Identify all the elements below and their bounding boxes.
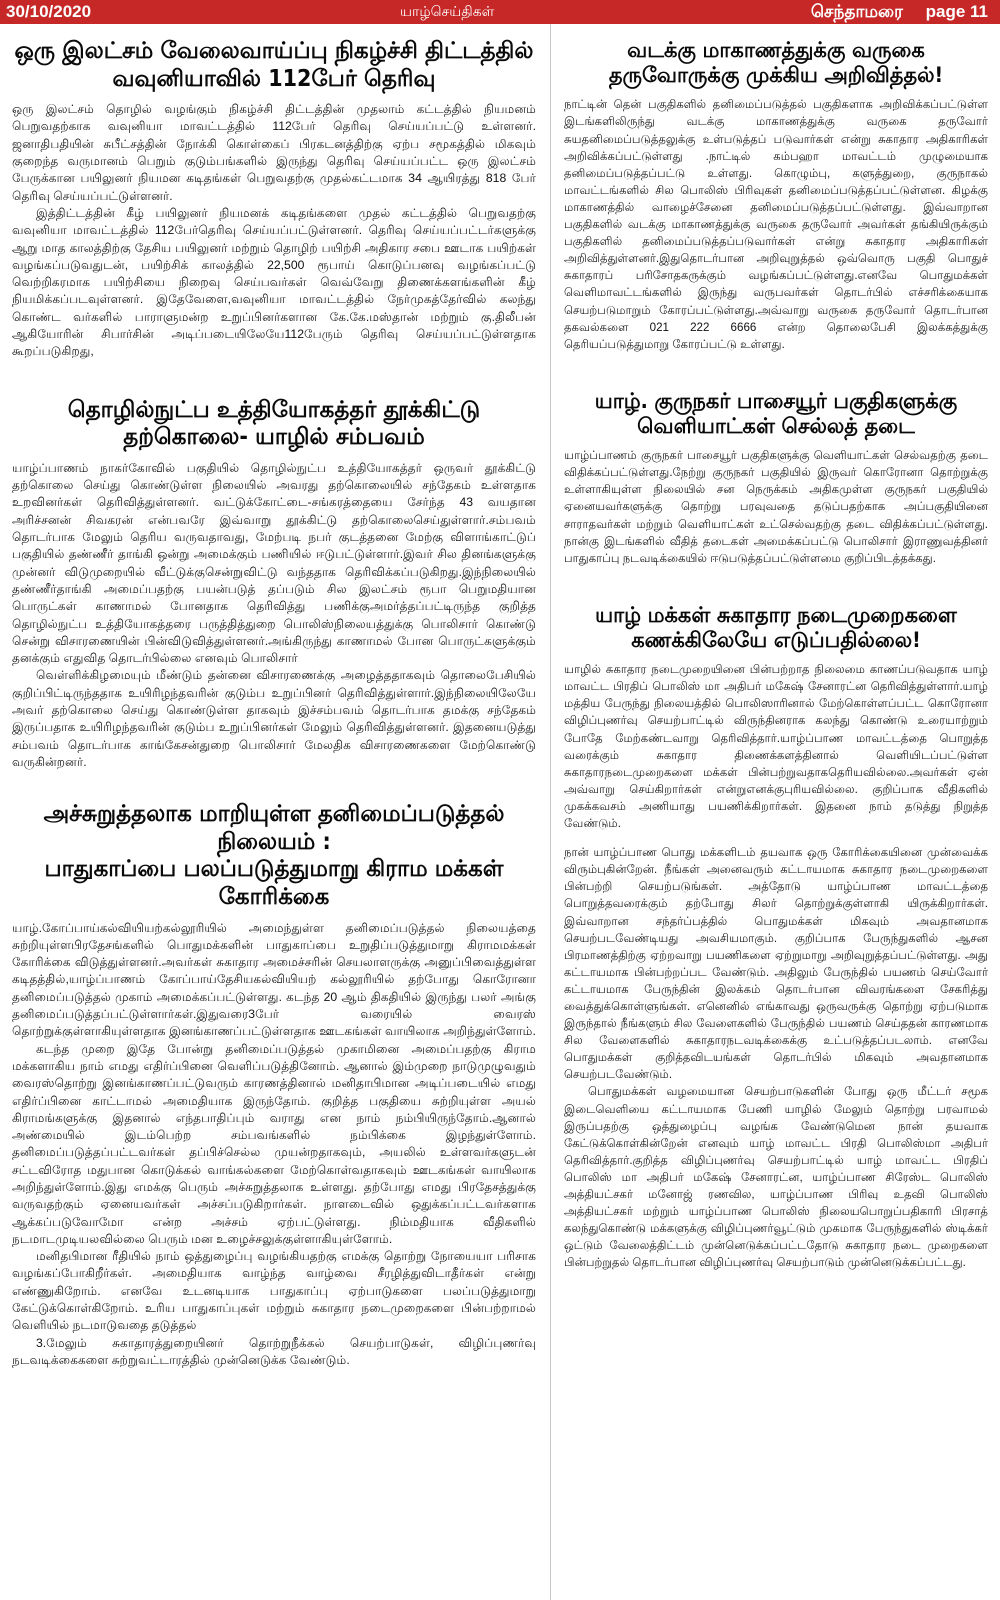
headline-line-1: யாழ். குருநகர் பாசையூர் பகுதிகளுக்கு <box>594 388 958 413</box>
article-technical-officer-suicide <box>8 393 540 772</box>
paragraph: நான் யாழ்ப்பாண பொது மக்களிடம் தயவாக ஒரு கோரிக்கையினை முன்வைக்க விரும்புகின்றேன். நீங்கள் அனைவரும் கட்டாயமாக சுகாதார நடைமுறைகளை பின்பற்றி செயற்படுங்கள். அத்தோடு யாழ்ப்பாண மாவட்டத்தை பொறுத்தவரைக்கும் தற்போது சிலர் தொற்றுக்குள்ளாகி யிருக்கிறார்கள். இவ்வாறான சந்தர்ப்பத்தில் பொதுமக்கள் மிகவும் அவதானமாக செயற்படவேண்டியது அவசியமாகும். குறிப்பாக பேருந்துகளில் ஆசன பிரமாணத்திற்கு ஏற்றவாறு பயணிகளை ஏற்றுமாறு அறிவுறுத்தப்பட்டுள்ளது. அது கட்டாயமாக பின்பற்றப்பட வேண்டும். அதிலும் பேருந்தில் பயணம் செய்வோர் கட்டாயமாக பேருந்தின் இலக்கம் தொடர்பான விவரங்களை சேகரித்து வைத்துக்கொள்ளுங்கள். எனெனில் எங்காவது ஒருவருக்கு தொற்று ஏற்படுமாக இருந்தால் நீங்களும் சில வேளைகளில் பேருந்தில் பயணம் செய்ததன் காரணமாக சில வேளைகளில் சுகாதாரநடவடிக்கைக்கு உட்படுத்தப்படலாம். எனவே பொதுமக்கள் குறித்தவிடயங்கள் தொடர்பில் மிகவும் அவதானமாக செயற்படவேண்டும். <box>564 846 988 1082</box>
paragraph: யாழ்ப்பாணம் நாகர்கோவில் பகுதியில் தொழில்நுட்ப உத்தியோகத்தர் ஒருவர் தூக்கிட்டு தற்கொலை செய்து கொண்டுள்ள நிலையில் அவரது தற்கொலையில் சந்தேகம் உள்ளதாக உறவினர்கள் தெரிவித்துள்ளனர். வட்டுக்கோட்டை-சங்கரத்தையை சேர்ந்த 43 வயதான அரிச்சனன் சிவகரன் என்பவரே இவ்வாறு தூக்கிட்டு தற்கொலைசெய்துள்ளார்.சம்பவம் தொடர்பாக மேலும் தெரிய வருவதாவது, மேற்படி நபர் குடத்தனை மேற்கு விளாங்காட்டுப் பகுதியில் தண்ணீர் தாங்கி ஒன்று அமைக்கும் பணியில் ஈடுபட்டுள்ளார்.இவர் சில தினங்களுக்கு முன்னர் விடுமுறையில் வீட்டுக்குசென்றுவிட்டு வந்ததாக தெரிவிக்கப்படுகிறது.இந்நிலையில் தண்ணீர்தாங்கி அமைப்பதற்கு பயன்படுத் தப்படும் சில இலட்சம் ரூபா பெறுமதியான பொருட்கள் காணாமல் போனதாக தெரிவித்து பணிக்குஅமர்த்தப்பட்டிருந்த குறித்த தொழில்நுட்ப உத்தியோகத்தரை பருத்தித்துறை பொலிஸ்நிலையத்துக்கு பொலிசார் கொண்டு சென்று விசாரணையின் பின்விடுவித்துள்ளனர்.அங்கிருந்து காணாமல் போன பொருட்களுக்கும் தனக்கும் எதுவித தொடர்பில்லை எனவும் பொலிசார் <box>12 460 536 666</box>
header-right <box>793 2 988 24</box>
article-quarantine-centre <box>8 797 540 1369</box>
spacer <box>560 359 992 381</box>
article-headline <box>12 393 536 452</box>
article-body <box>564 447 988 567</box>
spacer <box>564 832 988 844</box>
headline-line-2: தருவோருக்கு முக்கிய அறிவித்தல்! <box>608 63 944 88</box>
headline-line-2: வவுனியாவில் 112பேர் தெரிவு <box>112 65 436 92</box>
paragraph: 3.மேலும் சுகாதாரத்துறையினர் தொற்றுநீக்கல் செயற்பாடுகள், விழிப்புணர்வு நடவடிக்கைகளை சுற்றுவட்டாரத்தில் முன்னெடுக்க வேண்டும். <box>12 1335 536 1367</box>
article-headline <box>12 797 536 911</box>
article-health-guidelines-ignored <box>560 599 992 1272</box>
paragraph: யாழ்.கோப்பாய்கல்வியியற்கல்லூரியில் அமைந்துள்ள தனிமைப்படுத்தல் நிலையத்தை சுற்றியுள்ளபிரதேசங்களில் பொதுமக்களின் பாதுகாப்பை உறுதிப்படுத்துமாறு கிராமமக்கள் கோரிக்கை விடுத்துள்ளனர்.அவர்கள் சுகாதார அமைச்சரின் செயலாளருக்கு அனுப்பிவைத்துள்ள கடிதத்தில்,யாழ்ப்பாணம் கோப்பாய்தேசியகல்வியியற் கல்லூரியில் தற்போது கொரோனா தனிமைப்படுத்தல் முகாம் அமைக்கப்பட்டுள்ளது. கடந்த 20 ஆம் திகதியில் இருந்து பலர் அங்கு தனிமைப்படுத்தப்பட்டுள்ளார்கள்.இதுவரை3பேர் வரையில் வைரஸ் தொற்றுக்குள்ளாகியுள்ளதாக இனங்காணப்பட்டுள்ளதாக ஊடகங்கள் வாயிலாக அறிந்துள்ளோம். <box>12 920 536 1039</box>
article-body <box>564 96 988 352</box>
article-body <box>12 920 536 1370</box>
page-header-bar <box>0 0 1000 24</box>
headline-line-2: பாதுகாப்பை பலப்படுத்துமாறு கிராம மக்கள் கோரிக்கை <box>44 856 504 910</box>
article-employment-vavuniya <box>8 34 540 361</box>
column-divider <box>550 24 551 1600</box>
article-headline <box>564 385 988 439</box>
paragraph: வெள்ளிக்கிழமையும் மீண்டும் தன்னை விசாரணைக்கு அழைத்ததாகவும் தொலைபேசியில் குறிப்பிட்டிருந்ததாக உயிரிழந்தவரின் குடும்ப உறுப்பினர் தெரிவித்துள்ளார்.இந்நிலையிலேயே அவர் தற்கொலை செய்து கொண்டுள்ள தாகவும் இச்சம்பவம் தொடர்பாக தமக்கு சந்தேகம் இருப்பதாக உயிரிழந்தவரின் குடும்ப உறுப்பினர்கள் மேலும் தெரிவித்துள்ளனர். இதனையடுத்து சம்பவம் தொடர்பாக காங்கேசன்துறை பொலிசார் மேலதிக விசாரணைகளை மேற்கொண்டு வருகின்றனர். <box>12 668 536 769</box>
article-northern-province-notice <box>560 34 992 353</box>
headline-line-1: யாழ் மக்கள் சுகாதார நடைமுறைகளை <box>595 602 957 627</box>
article-headline <box>12 34 536 93</box>
article-body <box>12 460 536 771</box>
paragraph: இத்திட்டத்தின் கீழ் பயிலுனர் நியமனக் கடிதங்களை முதல் கட்டத்தில் பெறுவதற்கு வவுனியா மாவட்டத்தில் 112பேர்தெரிவு செய்யப்பட்டுள்ளனர். தெரிவு செய்யப்பட்டர்களுக்கு ஆறு மாத காலத்திற்கு தேசிய பயிலுனர் மற்றும் தொழிற் பயிற்சி அதிகார சபை ஊடாக பயிற்கள் வழங்கப்படுவதுடன், பயிற்சிக் காலத்தில் 22,500 ரூபாய் கொடுப்பனவு வழங்கப்பட்டு வெற்றிகரமாக பயிற்சியை நிறைவு செய்பவர்கள் வெவ்வேறு திணைக்களங்களின் கீழ் நியமிக்கப்படவுள்ளனர். இதேவேளை,வவுனியா மாவட்டத்தில் நேர்முகத்தேர்வில் கலந்து கொண்ட வர்களில் பாராளுமன்ற உறுப்பினர்களான கே.கே.மஸ்தான் மற்றும் கு.திலீபன் ஆகியோரின் சிபார்சின் அடிப்படையிலேயே112பேரும் தெரிவு செய்யப்பட்டுள்ளதாக கூறப்படுகிறது, <box>12 205 536 359</box>
paragraph: நாட்டின் தென் பகுதிகளில் தனிமைப்படுத்தல் பகுதிகளாக அறிவிக்கப்பட்டுள்ள இடங்களிலிருந்து வடக்கு மாகாணத்துக்கு வருகை தருவோர் சுயதனிமைப்படுத்தலுக்கு உள்படுத்தப் படுவார்கள் என்று சுகாதார அதிகாரிகள் அறிவிக்கப்பட்டுள்ளது .நாட்டில் கம்பஹா மாவட்டம் முழுமையாக தனிமைப்படுத்தப்பட்டு உள்ளது. கொழும்பு, களுத்துறை, குருநாகல் மாவட்டங்களில் சில பொலிஸ் பிரிவுகள் தனிமைப்படுத்தப்பட்டுள்ளன. கிழக்கு மாகாணத்தில் வாழைச்சேனை தனிமைப்படுத்தப்பட்டுள்ளது. இவ்வாறான பகுதிகளில் வடக்கு மாகாணத்துக்கு வருகை தருவோர் அவர்கள் தங்கியிருக்கும் பகுதிகளில் தனிமைப்படுத்தப்படுவார்கள் என்று சுகாதார அதிகாரிகள் அறிவித்துள்ளனர்.இதுதொடர்பான அறிவுறுத்தல் ஒவ்வொரு பகுதி பொதுச் சுகாதாரப் பரிசோதகருக்கும் வழங்கப்பட்டுள்ளது.எனவே பொதுமக்கள் வெளிமாவட்டங்களில் இருந்து வருபவர்கள் தொடர்பில் எச்சரிக்கையாக செயற்படுமாறும் கோரப்பட்டுள்ளது.அவ்வாறு வருகை தருவோர் தொடர்பான தகவல்களை 021 222 6666 என்ற தொலைபேசி இலக்கத்துக்கு தெரியப்படுத்துமாறு கோரப்பட்டு உள்ளது. <box>564 98 988 351</box>
page-number: page 11 <box>925 2 988 21</box>
paragraph: யாழில் சுகாதார நடைமுறையினை பின்பற்றாத நிலைமை காணப்படுவதாக யாழ் மாவட்ட பிரதிப் பொலிஸ் மா அதிபர் மகேஷ் சேனாரட்ன தெரிவித்துள்ளார்.யாழ் மத்திய பேருந்து நிலையத்தில் பொலிஸாரினால் மேற்கொள்ளப்பட்ட கொரோனா விழிப்புணர்வு செயற்பாட்டில் விருந்தினராக கலந்து கொண்டு உரையாற்றும் போதே மேற்கண்டவாறு தெரிவித்தார்.யாழ்ப்பாண மாவட்டத்தை பொறுத்த வரைக்கும் சுகாதார திணைக்களத்தினால் வெளியிடப்பட்டுள்ள சுகாதாரநடைமுறைகளை மக்கள் பின்பற்றுவதாகதெரியவில்லை.அவர்கள் ஏன் அவ்வாறு செய்கிறார்கள் என்றுஎனக்குபுரியவில்லை. குறிப்பாக வீதிகளில் முகக்கவசம் அணியாது பயணிக்கிறார்கள். இதனை நாம் தடுத்து நிறுத்த வேண்டும். <box>564 663 988 831</box>
section-name: செந்தாமரை <box>810 2 903 21</box>
issue-date: 30/10/2020 <box>6 2 92 21</box>
spacer <box>560 573 992 595</box>
paragraph: யாழ்ப்பாணம் குருநகர் பாசையூர் பகுதிகளுக்கு வெளியாட்கள் செல்வதற்கு தடை விதிக்கப்பட்டுள்ளது.நேற்று குருநகர் பகுதியில் இருவர் கொரோனா தொற்றுக்கு உள்ளாகியுள்ள நிலையில் சன நெருக்கம் அதிகமுள்ள குருநகர் பகுதியில் ஏனையவர்களுக்கு தொற்று பரவுவதை தடுப்பதற்காக அப்பகுதியினை சாராதவர்கள் மற்றும் வெளியாட்கள் உட்செல்வதற்கு தடை விதிக்கப்பட்டுள்ளது. நான்கு இடங்களில் வீதித் தடைகள் அமைக்கப்பட்டு பொலிசார் இராணுவத்தினர் பாதுகாப்பு நடவடிக்கையில் ஈடுபடுத்தப்பட்டுள்ளமை குறிப்பிடத்தக்கது. <box>564 449 988 565</box>
paragraph: கடந்த முறை இதே போன்று தனிமைப்படுத்தல் முகாமினை அமைப்பதற்கு கிராம மக்களாகிய நாம் எமது எதிர்ப்பினை வெளிப்படுத்தினோம். ஆனால் இம்முறை நாடுமுழுவதும் வைரஸ்தொற்று இனங்காணப்பட்டுவரும் காரணத்தினால் மனிதாபிமான அடிப்படையில் எமது எதிர்ப்பினை காட்டாமல் அமைதியாக இருந்தோம். குறித்த பகுதியை சுற்றியுள்ள அயல் கிராமங்களுக்கு இதனால் எந்தபாதிப்பும் வராது என நாம் நம்பியிருந்தோம்.ஆனால் அண்மையில் இடம்பெற்ற சம்பவங்களில் நம்பிக்கை இழந்துள்ளோம். தனிமைப்படுத்தப்பட்டவர்கள் தப்பிச்செல்ல முயன்றதாகவும், அயலில் உள்ளவர்களுடன் சட்டவிரோத மதுபான கொடுக்கல் வாங்கல்களை மேற்கொள்வதாகவும் ஊடகங்கள் வாயிலாக அறிந்துள்ளோம்.இது எமக்கு பெரும் அச்சுறுத்தலாக உள்ளது. தற்போது எமது பிரதேசத்துக்கு வருவதற்கும் ஏனையவர்கள் அச்சப்படுகிறார்கள். நாளடைவில் ஒதுக்கப்பட்டவர்களாக ஆக்கப்படுவோமோ என்ற அச்சம் ஏற்பட்டுள்ளது. நிம்மதியாக வீதிகளில் நடமாடமுடியலவில்லை பெரும் மன உழைச்சலுக்குள்ளாகியுள்ளோம். <box>12 1041 536 1246</box>
article-body <box>12 101 536 360</box>
headline-line-2: கணக்கிலேயே எடுப்பதில்லை! <box>631 628 921 652</box>
paragraph: பொதுமக்கள் வழமையான செயற்பாடுகளின் போது ஒரு மீட்டர் சமூக இடைவெளியை கட்டாயமாக பேணி யாழில் மேலும் தொற்று பரவாமல் இருப்பதற்கு ஒத்துழைப்பு வழங்க வேண்டுமென நான் தயவாக கேட்டுக்கொள்கின்றேன் எனவும் யாழ் மாவட்ட பிரதி பொலிஸ்மா அதிபர் தெரிவித்தார்.குறித்த விழிப்புணர்வு செயற்பாட்டில் யாழ் மாவட்ட பிரதிப் பொலிஸ் மா அதிபர் மகேஷ் சேனாரட்ன, யாழ்ப்பாண சிரேஸ்ட பொலிஸ் அத்தியட்சகர் மனோஜ் ரணவில, யாழ்ப்பாண பிரிவு உதவி பொலிஸ் அத்தியட்சகர் மற்றும் யாழ்ப்பாண பொலிஸ் நிலையபொறுப்பதிகாரி பிரசாத் கலந்துகொண்டு மக்களுக்கு விழிப்புணர்வூட்டும் முகமாக பேருந்துகளில் ஸ்டிக்கர் ஒட்டும் வேலைத்திட்டம் முன்னெடுக்கப்பட்டதோடு சுகாதார நடை முறைகளை பின்பற்றுதல் தொடர்பான விழிப்புணர்வு செயற்பாடும் முன்னெடுக்கப்பட்டது. <box>564 1085 988 1270</box>
headline-line-1: அச்சுறுத்தலாக மாறியுள்ள தனிமைப்படுத்தல் நிலையம் : <box>43 801 505 855</box>
headline-line-1: ஒரு இலட்சம் வேலைவாய்ப்பு நிகழ்ச்சி திட்டத்தில் <box>14 38 534 64</box>
article-gurunagar-entry-ban <box>560 385 992 567</box>
headline-line-1: தொழில்நுட்ப உத்தியோகத்தர் தூக்கிட்டு <box>67 396 481 423</box>
right-column <box>560 30 992 1596</box>
article-headline <box>564 599 988 653</box>
article-body <box>564 661 988 1271</box>
spacer <box>8 777 540 793</box>
paper-name: யாழ்செய்திகள் <box>400 3 495 19</box>
spacer <box>8 367 540 389</box>
headline-line-2: வெளியாட்கள் செல்லத் தடை <box>637 413 915 438</box>
left-column <box>8 30 540 1596</box>
headline-line-1: வடக்கு மாகாணத்துக்கு வருகை <box>627 38 925 62</box>
article-headline <box>564 34 988 88</box>
paragraph: மனிதபிமான ரீதியில் நாம் ஒத்துழைப்பு வழங்கியதற்கு எமக்கு தொற்று நோயையா பரிசாக வழங்கப்போகிறீர்கள். அமைதியாக வாழ்ந்த வாழ்வை சீரழித்துவிடாதீர்கள் என்று எண்ணுகிறோம். எனவே உடனடியாக பாதுகாப்பு ஏற்பாடுகளை பலப்படுத்துமாறு கேட்டுக்கொள்கிறோம். உரிய பாதுகாப்புகள் மற்றும் சுகாதார நடைமுறைகளை பின்பற்றாமல் வெளியில் நடமாடுவதை தடுத்தல் <box>12 1249 536 1333</box>
headline-line-2: தற்கொலை- யாழில் சம்பவம் <box>123 424 425 451</box>
paragraph: ஒரு இலட்சம் தொழில் வழங்கும் நிகழ்ச்சி திட்டத்தின் முதலாம் கட்டத்தில் நியமனம் பெறுவதற்காக வவுனியா மாவட்டத்தில் 112பேர் தெரிவு செய்யப்பட்டு உள்ளனர். ஜனாதிபதியின் சுபீட்சத்தின் நோக்கி கொள்கைப் பிரகடனத்திற்கு ஏற்ப சமூகத்தில் மிகவும் குறைந்த வருமானம் பெறும் குடும்பங்களில் இருந்து தெரிவு செய்யப்பட்ட ஒரு இலட்சம் பேருக்கான பயிலுனர் நியமன கடிதங்கள் பெறுவதற்கு முதல்கட்டமாக 34 ஆயிரத்து 818 பேர் தெரிவு செய்யப்பட்டுள்ளனர். <box>12 102 536 203</box>
